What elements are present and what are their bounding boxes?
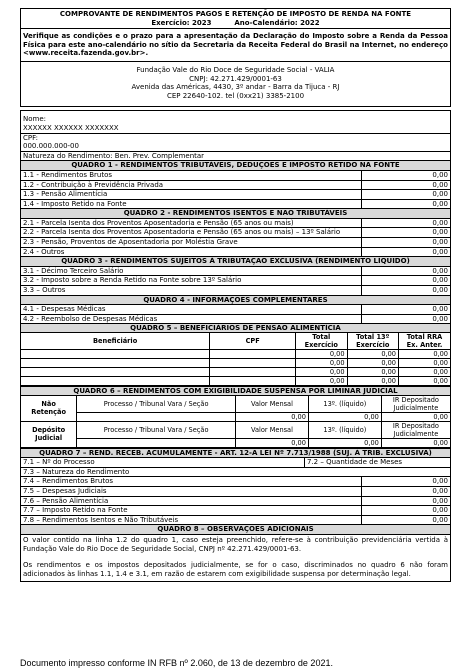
q6-block-label: Depósito Judicial [21, 421, 77, 447]
q6-ir-value: 0,00 [381, 412, 450, 421]
q1-title: QUADRO 1 - RENDIMENTOS TRIBUTÁVEIS, DEDUÇÕES E IMPOSTO RETIDO NA FONTE [21, 160, 450, 170]
q2-row [21, 237, 450, 247]
q3-row [21, 285, 450, 295]
q5-cell [21, 359, 210, 368]
q6-monthly-value: 0,00 [236, 438, 309, 447]
q6-13th-label: 13º. (líquido) [308, 421, 381, 438]
notice-box [20, 29, 451, 62]
document-header [20, 8, 451, 29]
q1-row-value: 0,00 [432, 199, 448, 208]
q7-row-value: 0,00 [432, 477, 448, 486]
q4-row-label: 4.1 - Despesas Médicas [21, 305, 362, 314]
q2-row [21, 247, 450, 257]
q6-process-label: Processo / Tribunal Vara / Seção [77, 395, 236, 412]
exercicio-label: Exercício: 2023 [151, 18, 212, 27]
footer-note: Documento impresso conforme IN RFB nº 2.060, de 13 de dezembro de 2021. [20, 658, 333, 668]
name-value: XXXXXX XXXXXX XXXXXXX [23, 123, 119, 132]
q7-income-nature: 7.3 – Natureza do Rendimento [23, 467, 130, 476]
notice-text: Verifique as condições e o prazo para a apresentação da Declaração do Imposto sobre a Renda da Pessoa Física para este ano-calendário no sítio da Secretaria da Receita Federal do Brasil na Internet, no endereço <www.receita.fazenda.gov.br>. [23, 32, 448, 58]
q7-row-value: 0,00 [432, 515, 448, 524]
q6-process-label: Processo / Tribunal Vara / Seção [77, 421, 236, 438]
q7-row [21, 476, 450, 486]
q1-row [21, 170, 450, 180]
q1-row [21, 189, 450, 199]
q3-row-value: 0,00 [432, 266, 448, 275]
q2-row-label: 2.4 - Outros [21, 248, 362, 257]
q7-row-71-72 [21, 457, 450, 467]
q5-header-row [21, 333, 450, 350]
q3-row [21, 266, 450, 276]
q5-col-total-rra: Total RRA Ex. Anter. [399, 333, 451, 350]
q5-cell: 0,00 [296, 368, 347, 377]
q5-table-row [21, 350, 450, 359]
q5-cell: 0,00 [296, 350, 347, 359]
q7-row-label: 7.8 – Rendimentos Isentos e Não Tributáveis [21, 516, 362, 525]
q1-row-value: 0,00 [432, 170, 448, 179]
q7-row [21, 505, 450, 515]
document-title: COMPROVANTE DE RENDIMENTOS PAGOS E RETENÇÃO DE IMPOSTO DE RENDA NA FONTE [59, 10, 412, 18]
payer-cnpj: CNPJ: 42.271.429/0001-63 [189, 74, 282, 83]
main-table [20, 110, 451, 582]
payer-name: Fundação Vale do Rio Doce de Seguridade Social - VALIA [136, 65, 335, 74]
q7-months-count: 7.2 – Quantidade de Meses [307, 458, 403, 467]
q5-table-row [21, 368, 450, 377]
q8-paragraph-1: O valor contido na linha 1.2 do quadro 1, caso esteja preenchido, refere-se à contribuição previdenciária vertida à Fundação Vale do Rio Doce de Seguridade Social, CNPJ nº 42.271.429/0001-63. [23, 535, 448, 553]
income-nature: Natureza do Rendimento: Ben. Prev. Complementar [21, 151, 450, 161]
q7-rows [21, 476, 450, 524]
q6-13th-value: 0,00 [308, 412, 381, 421]
payer-address: Avenida das Américas, 4430, 3º andar - Barra da Tijuca - RJ [131, 83, 340, 92]
q3-row-label: 3.2 - Imposto sobre a Renda Retido na Fonte sobre 13º Salário [21, 276, 362, 285]
q5-cell [21, 377, 210, 386]
q6-header-row [21, 421, 450, 438]
q7-row-value: 0,00 [432, 506, 448, 515]
q5-cell: 0,00 [296, 359, 347, 368]
q6-ir-label: IR Depositado Judicialmente [381, 421, 450, 438]
q4-row-label: 4.2 - Reembolso de Despesas Médicas [21, 315, 362, 324]
name-label: Nome: [23, 115, 47, 124]
q5-cell: 0,00 [399, 368, 451, 377]
q2-row [21, 227, 450, 237]
q1-row-value: 0,00 [432, 190, 448, 199]
q6-block-label: Não Retenção [21, 395, 77, 421]
q2-row-label: 2.2 - Parcela Isenta dos Proventos Aposentadoria e Pensão (65 anos ou mais) – 13º Salário [21, 228, 362, 237]
q6-value-row [21, 412, 450, 421]
q5-table-row [21, 359, 450, 368]
q7-row [21, 496, 450, 506]
q5-cell [210, 350, 296, 359]
q5-cell: 0,00 [399, 359, 451, 368]
q1-row-label: 1.1 - Rendimentos Brutos [21, 171, 362, 180]
q7-row-value: 0,00 [432, 496, 448, 505]
cpf-label: CPF: [23, 133, 38, 142]
q5-table [21, 332, 450, 386]
q5-cell: 0,00 [347, 368, 398, 377]
beneficiary-name-block [21, 111, 450, 132]
q1-rows [21, 170, 450, 208]
q1-row [21, 199, 450, 209]
q2-row [21, 218, 450, 228]
q2-row-value: 0,00 [432, 228, 448, 237]
q7-row-label: 7.7 – Imposto Retido na Fonte [21, 506, 362, 515]
q5-col-total-exercicio: Total Exercício [296, 333, 347, 350]
q5-cell: 0,00 [347, 377, 398, 386]
q3-row-label: 3.1 - Décimo Terceiro Salário [21, 267, 362, 276]
q8-observations [21, 534, 450, 581]
q4-title: QUADRO 4 - INFORMAÇÕES COMPLEMENTARES [21, 295, 450, 305]
payer-box [20, 62, 451, 107]
q5-cell [210, 368, 296, 377]
q4-row [21, 304, 450, 314]
q6-13th-value: 0,00 [308, 438, 381, 447]
q5-col-beneficiario: Beneficiário [21, 333, 210, 350]
q4-rows [21, 304, 450, 323]
q6-title: QUADRO 6 – RENDIMENTOS COM EXIGIBILIDADE SUSPENSA POR LIMINAR JUDICIAL [21, 386, 450, 396]
q7-row-label: 7.6 – Pensão Alimentícia [21, 497, 362, 506]
q8-paragraph-2: Os rendimentos e os impostos depositados judicialmente, se for o caso, discriminados no quadro 6 não foram adicionados às linhas 1.1, 1.4 e 3.1, em razão de estarem com exigibilidade suspensa por determinação legal. [23, 561, 448, 578]
q1-row [21, 180, 450, 190]
q5-cell [21, 368, 210, 377]
q6-monthly-label: Valor Mensal [236, 421, 309, 438]
q3-row [21, 275, 450, 285]
q5-cell: 0,00 [347, 350, 398, 359]
q6-process-value [77, 438, 236, 447]
q6-value-row [21, 438, 450, 447]
q6-process-value [77, 412, 236, 421]
q5-col-total-13: Total 13º Exercício [347, 333, 398, 350]
q6-monthly-value: 0,00 [236, 412, 309, 421]
q2-row-value: 0,00 [432, 218, 448, 227]
q2-row-value: 0,00 [432, 247, 448, 256]
q2-rows [21, 218, 450, 256]
q5-cell: 0,00 [347, 359, 398, 368]
q1-row-label: 1.3 - Pensão Alimentícia [21, 190, 362, 199]
q7-row-label: 7.4 – Rendimentos Brutos [21, 477, 362, 486]
q2-title: QUADRO 2 - RENDIMENTOS ISENTOS E NÃO TRIBUTÁVEIS [21, 208, 450, 218]
q7-row-73 [21, 467, 450, 477]
payer-cep: CEP 22640-102. tel (0xx21) 3385-2100 [166, 91, 305, 100]
fiscal-years [21, 19, 450, 28]
q5-cell [210, 377, 296, 386]
q5-cell [210, 359, 296, 368]
q5-cell: 0,00 [399, 350, 451, 359]
q5-col-cpf: CPF [210, 333, 296, 350]
q7-row [21, 515, 450, 525]
q3-row-value: 0,00 [432, 276, 448, 285]
cpf-value: 000.000.000-00 [23, 142, 79, 151]
income-statement-document [20, 8, 451, 582]
ano-calendario-label: Ano-Calendário: 2022 [234, 18, 320, 27]
q3-row-value: 0,00 [432, 286, 448, 295]
q6-table [21, 395, 450, 448]
q2-row-label: 2.1 - Parcela Isenta dos Proventos Aposentadoria e Pensão (65 anos ou mais) [21, 219, 362, 228]
q4-row-value: 0,00 [432, 314, 448, 323]
q7-row-value: 0,00 [432, 486, 448, 495]
beneficiary-cpf-block [21, 133, 450, 151]
q5-title: QUADRO 5 – BENEFICIÁRIOS DE PENSÃO ALIMENTÍCIA [21, 323, 450, 333]
q5-cell: 0,00 [399, 377, 451, 386]
q7-row-label: 7.5 – Despesas Judiciais [21, 487, 362, 496]
q1-row-label: 1.2 - Contribuição à Previdência Privada [21, 181, 362, 190]
q2-row-label: 2.3 - Pensão, Proventos de Aposentadoria por Moléstia Grave [21, 238, 362, 247]
q6-13th-label: 13º. (líquido) [308, 395, 381, 412]
q7-title: QUADRO 7 – REND. RECEB. ACUMULAMENTE - ART. 12-A LEI Nº 7.713/1988 (SUJ. À TRIB. EXCLUSIVA) [21, 448, 450, 458]
q8-title: QUADRO 8 – OBSERVAÇÕES ADICIONAIS [21, 524, 450, 534]
q1-row-label: 1.4 - Imposto Retido na Fonte [21, 200, 362, 209]
q3-rows [21, 266, 450, 295]
q3-row-label: 3.3 – Outros [21, 286, 362, 295]
q4-row [21, 314, 450, 324]
q6-header-row [21, 395, 450, 412]
q6-ir-value: 0,00 [381, 438, 450, 447]
q7-row [21, 486, 450, 496]
q1-row-value: 0,00 [432, 180, 448, 189]
q5-cell [21, 350, 210, 359]
q2-row-value: 0,00 [432, 238, 448, 247]
q3-title: QUADRO 3 - RENDIMENTOS SUJEITOS À TRIBUTAÇÃO EXCLUSIVA (RENDIMENTO LÍQUIDO) [21, 256, 450, 266]
q6-ir-label: IR Depositado Judicialmente [381, 395, 450, 412]
q4-row-value: 0,00 [432, 305, 448, 314]
q7-process-number: 7.1 – Nº do Processo [21, 458, 305, 467]
q5-cell: 0,00 [296, 377, 347, 386]
q5-table-row [21, 377, 450, 386]
q6-monthly-label: Valor Mensal [236, 395, 309, 412]
